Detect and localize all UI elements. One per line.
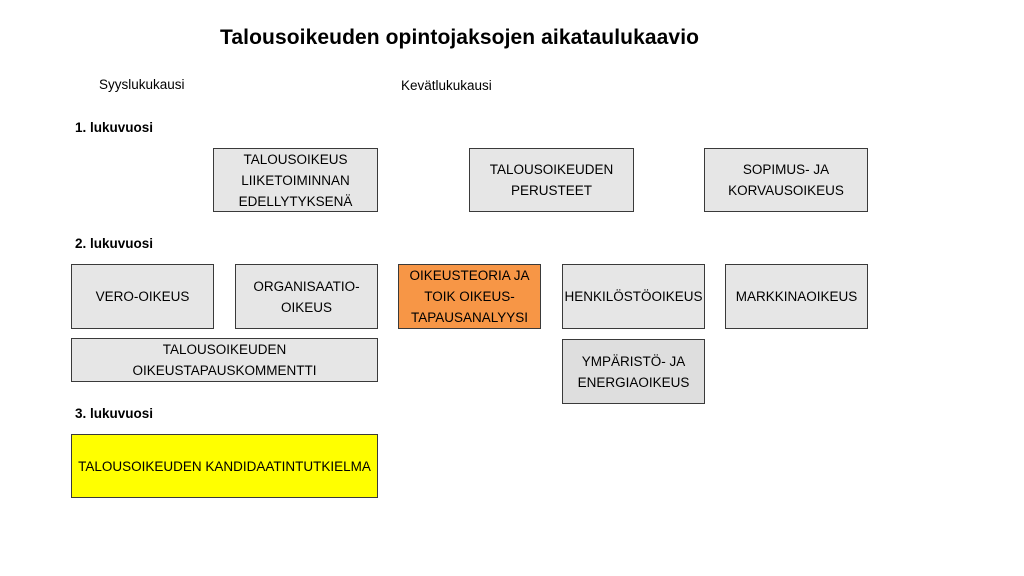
course-box-kandidaatintutkielma [71, 434, 378, 498]
term-label-spring: Kevätlukukausi [401, 78, 492, 93]
course-box-sopimus [704, 148, 868, 212]
course-label: HENKILÖSTÖOIKEUS [564, 289, 703, 304]
term-label-autumn: Syyslukukausi [99, 77, 185, 92]
course-label: YMPÄRISTÖ- JA ENERGIAOIKEUS [577, 353, 690, 390]
course-label: TALOUSOIKEUDEN KANDIDAATINTUTKIELMA [78, 458, 371, 474]
course-label: OIKEUSTEORIA JA TOIK OIKEUS- TAPAUSANALYYSI [409, 268, 530, 325]
course-box-ymparisto [562, 339, 705, 404]
course-box-vero [71, 264, 214, 329]
course-box-organisaatio [235, 264, 378, 329]
course-box-kommentti [71, 338, 378, 382]
course-box-liiketoiminnan [213, 148, 378, 212]
course-box-perusteet [469, 148, 634, 212]
year-label-3: 3. lukuvuosi [75, 406, 154, 421]
course-label: SOPIMUS- JA KORVAUSOIKEUS [728, 162, 844, 198]
course-label: TALOUSOIKEUDEN OIKEUSTAPAUSKOMMENTTI [132, 342, 317, 378]
course-label: MARKKINAOIKEUS [735, 289, 858, 304]
course-label: TALOUSOIKEUS LIIKETOIMINNAN EDELLYTYKSENÄ [238, 151, 353, 209]
course-box-henkilosto [562, 264, 705, 329]
chart-title: Talousoikeuden opintojaksojen aikataulukaavio [220, 26, 700, 49]
course-box-markkina [725, 264, 868, 329]
course-label: TALOUSOIKEUDEN PERUSTEET [489, 162, 614, 198]
year-label-2: 2. lukuvuosi [75, 236, 154, 251]
course-label: VERO-OIKEUS [95, 289, 190, 304]
course-label: ORGANISAATIO- OIKEUS [253, 278, 360, 315]
course-box-oikeusteoria [398, 264, 541, 329]
year-label-1: 1. lukuvuosi [75, 120, 154, 135]
